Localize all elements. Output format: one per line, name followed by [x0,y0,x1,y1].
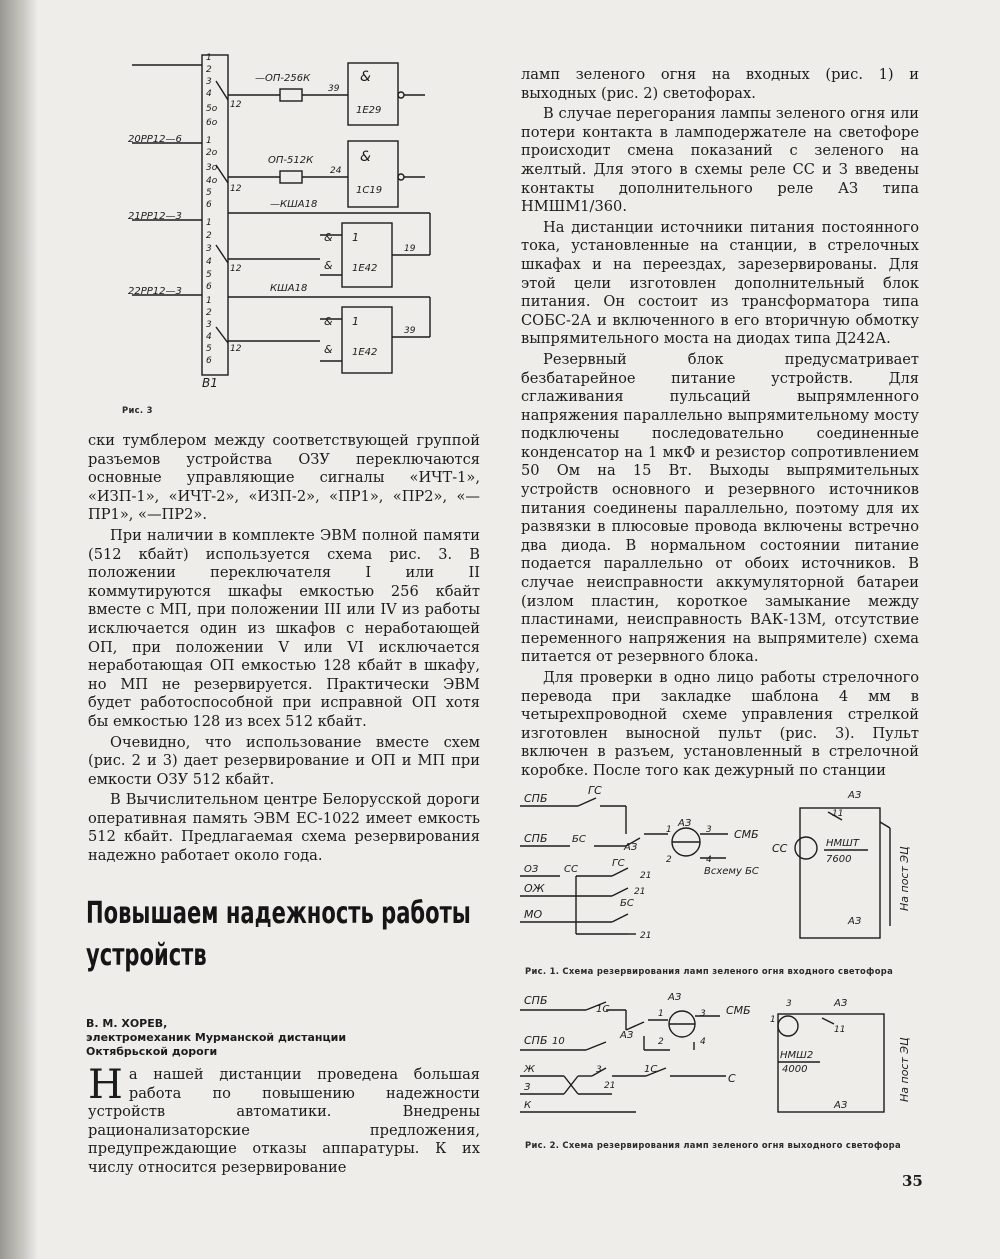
label-gs: ГС [612,858,625,869]
contact-label: 5 [206,188,212,198]
pin-label: 1 [658,1009,664,1019]
gate-symbol: 1 [352,315,359,328]
wire-label: 10 [552,1036,565,1047]
contact-label: 3о [206,163,218,173]
pin-label: 3 [706,825,712,835]
label-ozh: ОЖ [524,882,545,895]
label-mo: МО [524,908,543,921]
contact-label: 5 [206,270,212,280]
label-a3: АЗ [668,992,682,1003]
label-a3: АЗ [848,790,862,801]
wire-label: 24 [330,166,342,176]
label-na-post-ec: На пост ЭЦ [898,846,911,911]
paragraph: Для проверки в одно лицо работы стрелочного перевода при закладке шаблона 4 мм в четырехпроводной схеме управления стрелкой изготовлен выносной пульт (рис. 3). Пульт включен в разъем, установленный в стрелочной коробке. После того как дежурный по станции [521,669,919,779]
label-bs: БС [572,834,586,845]
label-a3: АЗ [848,916,862,927]
contact-label: 5о [206,104,218,114]
pin-label: 3 [700,1009,706,1019]
label-22rr12-3: 22РР12—3 [128,286,182,297]
label-na-post-ec: На пост ЭЦ [898,1037,911,1102]
and-gate-symbol: & [324,259,333,272]
label-op512k: ОП-512К [268,155,314,166]
label-c: С [728,1072,736,1085]
wire-label: 11 [834,1025,846,1035]
pin-label: 4 [700,1037,706,1047]
and-gate-symbol: & [324,343,333,356]
article-intro [88,1062,480,1178]
figure-3-caption: Рис. 3 [122,405,153,415]
pin-label: 3 [596,1065,602,1075]
label-oz: ОЗ [524,864,539,875]
label-21rr12-3: 21РР12—3 [128,211,182,222]
gate-label-1c19: 1С19 [356,185,383,196]
pin-label: 1 [770,1015,776,1025]
page-number: 35 [902,1172,923,1190]
label-ksha18-1: —КША18 [270,199,318,210]
wire-label: 39 [328,84,340,94]
wire-label: 39 [404,326,416,336]
contact-label: 3 [206,320,212,330]
contact-label: 4 [206,257,212,267]
contact-label: 4 [206,89,212,99]
label-bs: БС [620,898,634,909]
label-spb: СПБ [524,1034,548,1047]
contact-label: 6 [206,356,212,366]
label-1c: 1С [596,1004,610,1015]
label-smb: СМБ [726,1004,751,1017]
label-spb: СПБ [524,832,548,845]
pin-label: 4 [706,855,712,865]
pin-label: 2 [666,855,672,865]
paragraph: На дистанции источники питания постоянного тока, установленные на станции, в стрелочных шкафах и на переездах, зарезервированы. Для этой цели изготовлен дополнительный блок питания. Он состоит из трансформатора типа СОБС-2А и включенного в его вторичную обмотку выпрямительного моста на диодах типа Д242А. [521,218,919,348]
author-org: Октябрьской дороги [86,1045,218,1058]
wire-label: 11 [832,809,844,819]
figure-1-schematic [516,786,926,964]
contact-label: 5 [206,344,212,354]
article-title-line-1: Повышаем надежность работы [86,896,471,931]
and-gate-symbol: & [360,149,371,165]
label-gs: ГС [588,786,602,797]
contact-label: 3 [206,244,212,254]
label-spb: СПБ [524,994,548,1007]
author-role: электромеханик Мурманской дистанции [86,1031,347,1044]
label-nmsh: НМШ2 [780,1050,814,1061]
wire-label: 19 [404,244,416,254]
pin-label: 1 [666,825,672,835]
label-b1: В1 [202,376,218,390]
pin-label: 12 [230,264,242,274]
intro-text: а нашей дистанции проведена большая работа по повышению надежности устройств автоматики. Внедрены рационализаторские предложения, предупреждающие отказы аппаратуры. К их числу относится резервирование [88,1066,480,1176]
contact-label: 1 [206,136,212,146]
label-ss: СС [564,864,578,875]
label-zh: Ж [524,1064,535,1075]
label-a3: АЗ [834,1100,848,1111]
figure-3-schematic [120,45,450,395]
pin-label: 12 [230,344,242,354]
author-name: В. М. ХОРЕВ, [86,1017,168,1030]
contact-label: 4о [206,176,218,186]
figure-2-caption: Рис. 2. Схема резервирования ламп зеленого огня выходного светофора [525,1140,901,1150]
label-a3: АЗ [624,842,638,853]
label-nmsh: НМШТ [826,838,859,849]
gate-label-1e29: 1Е29 [356,105,382,116]
contact-label: 3 [206,77,212,87]
wire-label: 21 [634,887,646,897]
contact-label: 4 [206,332,212,342]
gate-label-1e42: 1Е42 [352,347,378,358]
label-k: К [524,1100,532,1111]
label-spb: СПБ [524,792,548,805]
gate-label-1e42: 1Е42 [352,263,378,274]
paragraph: При наличии в комплекте ЭВМ полной памяти (512 кбайт) используется схема рис. 3. В положении переключателя I или II коммутируются шкафы емкостью 256 кбайт вместе с МП, при положении III или IV из работы исключается один из шкафов с неработающей ОП, при положении V или VI исключается неработающая ОП емкостью 128 кбайт в шкафу, но МП не резервируется. Практически ЭВМ будет работоспособной при исправной ОП хотя бы емкостью 128 из всех 512 кбайт. [88,526,480,730]
contact-label: 2о [206,148,218,158]
label-ss: СС [772,842,788,855]
label-nmsh-value: 4000 [782,1064,808,1075]
label-a3: АЗ [678,818,692,829]
wire-label: 21 [604,1081,616,1091]
and-gate-symbol: & [324,315,333,328]
and-gate-symbol: & [324,231,333,244]
paragraph: Очевидно, что использование вместе схем (рис. 2 и 3) дает резервирование и ОП и МП при емкости ОЗУ 512 кбайт. [88,733,480,788]
contact-label: 2 [206,231,212,241]
pin-label: 12 [230,100,242,110]
wire-label: 21 [640,871,652,881]
gate-symbol: 1 [352,231,359,244]
label-a3: АЗ [834,998,848,1009]
figure-1-caption: Рис. 1. Схема резервирования ламп зеленого огня входного светофора [525,966,894,976]
author-block [86,1017,476,1059]
label-v-shemu-bs: Всхему БС [704,866,759,877]
paragraph: Резервный блок предусматривает безбатарейное питание устройств. Для сглаживания пульсаций выпрямленного напряжения параллельно выпрямительному мосту подключены последовательно соединенные конденсатор на 1 мкФ и резистор сопротивлением 50 Ом на 15 Вт. Выходы выпрямительных устройств основного и резервного источников питания соединены параллельно, поэтому для их развязки в плюсовые провода включены встречно два диода. В нормальном состоянии питание подается параллельно от обоих источников. В случае неисправности аккумуляторной батареи (излом пластин, короткое замыкание между пластинами, неисправность ВАК-13М, отсутствие переменного напряжения на выпрямителе) схема питается от резервного блока. [521,350,919,666]
pin-label: 12 [230,184,242,194]
label-a3: АЗ [620,1030,634,1041]
contact-label: 2 [206,308,212,318]
drop-cap: Н [88,1062,123,1108]
paragraph: ламп зеленого огня на входных (рис. 1) и выходных (рис. 2) светофорах. [521,66,919,102]
label-z: З [524,1082,531,1093]
pin-label: 3 [786,999,792,1009]
pin-label: 2 [658,1037,664,1047]
label-smb: СМБ [734,828,759,841]
contact-label: 1 [206,296,212,306]
contact-label: 1 [206,53,212,63]
contact-label: 6 [206,282,212,292]
contact-label: 2 [206,65,212,75]
wire-label: 21 [640,931,652,941]
label-ksha18-2: КША18 [270,283,308,294]
left-column [88,432,480,868]
and-gate-symbol: & [360,69,371,85]
right-column [521,66,919,783]
contact-label: 6 [206,200,212,210]
contact-label: 1 [206,218,212,228]
label-nmsh-value: 7600 [826,854,852,865]
label-1c: 1С [644,1064,658,1075]
paragraph: В случае перегорания лампы зеленого огня или потери контакта в ламподержателе на светофоре происходит смена показаний с зеленого на желтый. Для этого в схемы реле СС и З введены контакты дополнительного реле АЗ типа НМШМ1/360. [521,105,919,216]
paragraph: ски тумблером между соответствующей группой разъемов устройства ОЗУ переключаются основные управляющие сигналы «ИЧТ-1», «ИЗП-1», «ИЧТ-2», «ИЗП-2», «ПР1», «ПР2», «—ПР1», «—ПР2». [88,432,480,524]
label-20rr12-6: 20РР12—6 [128,134,182,145]
label-op256k: —ОП-256К [255,73,311,84]
paragraph: В Вычислительном центре Белорусской дороги оперативная память ЭВМ ЕС-1022 имеет емкость 512 кбайт. Предлагаемая схема резервирования надежно работает около года. [88,791,480,865]
article-title-line-2: устройств [86,938,207,973]
contact-label: 6о [206,118,218,128]
figure-2-schematic [516,992,926,1132]
